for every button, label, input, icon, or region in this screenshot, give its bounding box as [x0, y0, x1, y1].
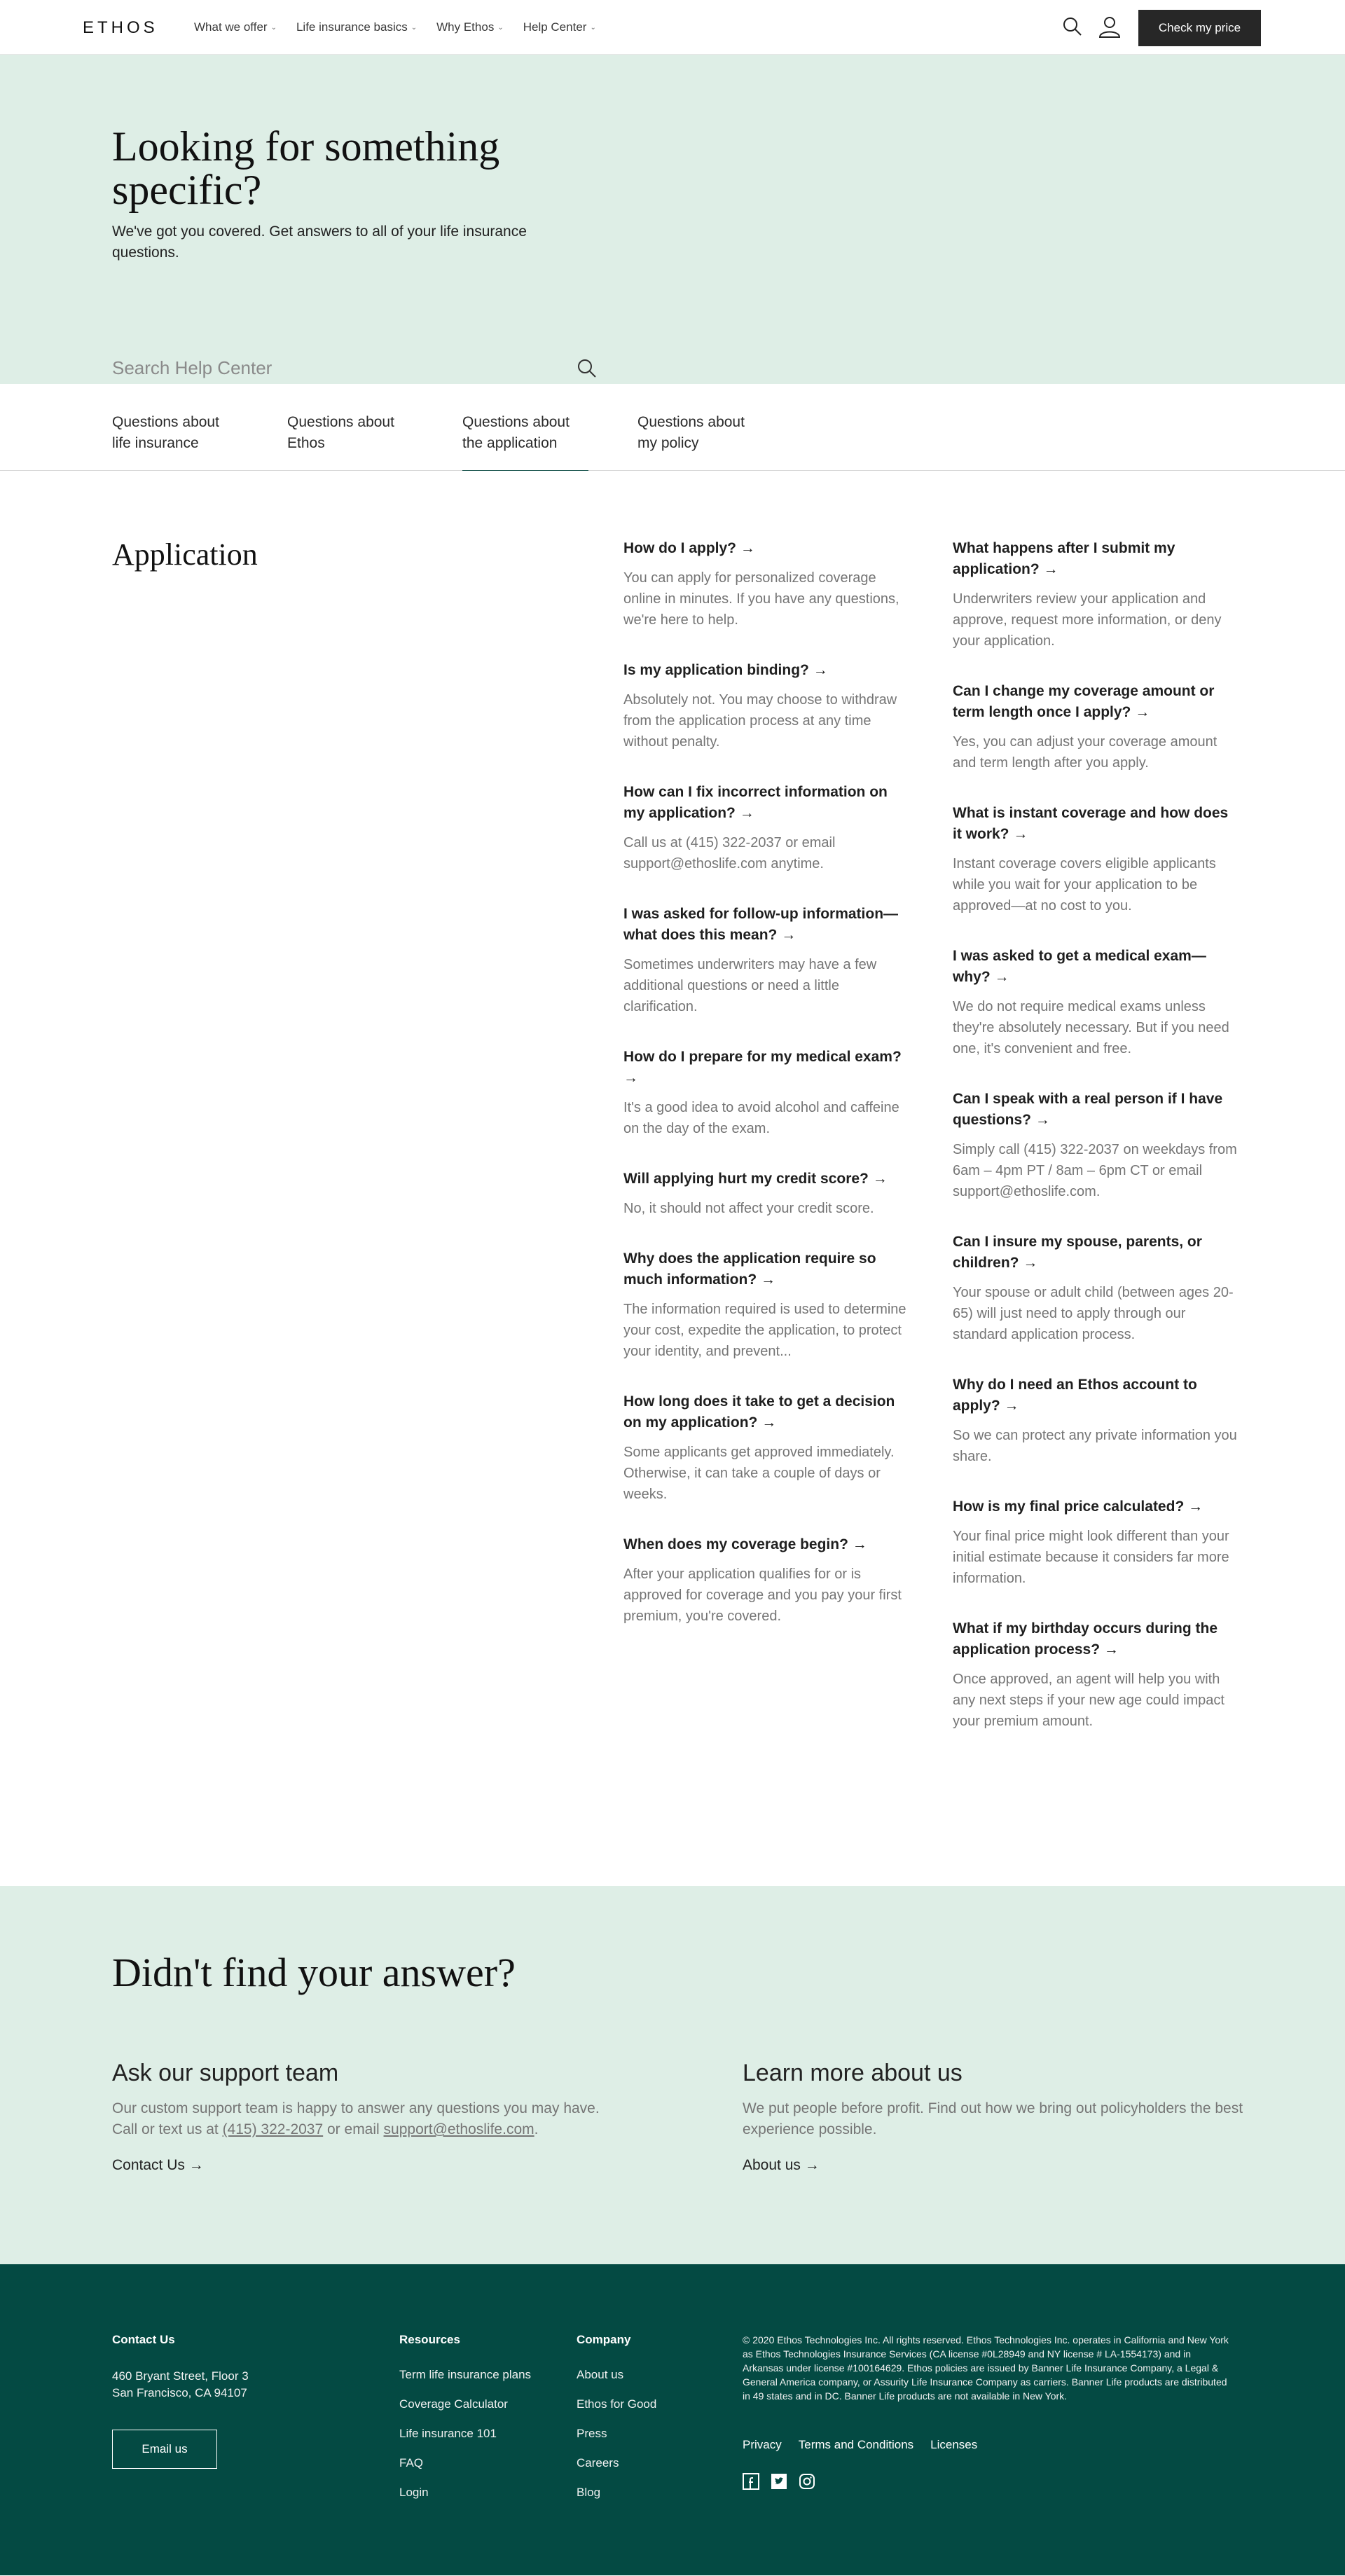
- faq-column-left: [623, 538, 911, 1656]
- menu-help-center[interactable]: [523, 20, 596, 34]
- arrow-right-icon: →: [735, 805, 754, 821]
- faq-question-link[interactable]: [623, 1047, 911, 1089]
- contact-us-link[interactable]: Contact Us →: [112, 2157, 204, 2173]
- faq-question: What if my birthday occurs during the application process?: [953, 1620, 1218, 1658]
- faq-question: When does my coverage begin?: [623, 1536, 848, 1552]
- faq-item: [623, 1169, 911, 1219]
- faq-question-link[interactable]: [623, 1534, 911, 1555]
- faq-item: [623, 538, 911, 631]
- faq-answer: Call us at (415) 322-2037 or email support@ethoslife.com anytime.: [623, 835, 836, 872]
- faq-answer: No, it should not affect your credit score.: [623, 1201, 874, 1216]
- faq-item: [953, 1496, 1240, 1589]
- menu-label: Help Center: [523, 20, 587, 34]
- privacy-link[interactable]: Privacy: [743, 2438, 782, 2451]
- faq-question-link[interactable]: [953, 1496, 1240, 1517]
- menu-life-insurance-basics[interactable]: [296, 20, 417, 34]
- chevron-down-icon: ⌄: [590, 23, 596, 32]
- chevron-down-icon: ⌄: [411, 23, 418, 32]
- footer-heading: Resources: [399, 2333, 460, 2346]
- twitter-icon[interactable]: [771, 2473, 787, 2490]
- hero: [0, 55, 1345, 384]
- tab-label: Ethos: [287, 435, 325, 451]
- faq-item: [953, 1089, 1240, 1202]
- about-heading: Learn more about us: [743, 2060, 963, 2086]
- faq-answer: Some applicants get approved immediately. Otherwise, it can take a couple of days or weeks.: [623, 1445, 895, 1502]
- faq-question: How is my final price calculated?: [953, 1499, 1185, 1515]
- faq-question-link[interactable]: [953, 538, 1240, 580]
- faq-question: What is instant coverage and how does it work?: [953, 805, 1229, 842]
- footer-link[interactable]: Term life insurance plans: [399, 2368, 532, 2381]
- page-title: Looking for something specific?: [112, 123, 500, 213]
- faq-item: [623, 1391, 911, 1505]
- chevron-down-icon: ⌄: [497, 23, 504, 32]
- arrow-right-icon: →: [757, 1414, 777, 1431]
- faq-answer: Sometimes underwriters may have a few additional questions or need a little clarification.: [623, 957, 877, 1014]
- faq-question: Can I insure my spouse, parents, or children?: [953, 1234, 1202, 1271]
- arrow-right-icon: →: [1131, 704, 1150, 720]
- faq-answer: We do not require medical exams unless they're absolutely necessary. But if you need one, it's convenient and free.: [953, 999, 1229, 1056]
- instagram-icon[interactable]: [799, 2473, 815, 2490]
- faq-answer: Your spouse or adult child (between ages 20-65) will just need to apply through our standard application process.: [953, 1285, 1234, 1342]
- address-line: San Francisco, CA 94107: [112, 2386, 247, 2399]
- didnt-find-answer: [0, 1886, 1345, 2264]
- faq-question-link[interactable]: [623, 904, 911, 946]
- faq-question-link[interactable]: [623, 538, 911, 559]
- phone-link[interactable]: (415) 322-2037: [222, 2121, 324, 2137]
- arrow-right-icon: →: [848, 1536, 867, 1552]
- faq-answer: Your final price might look different than your initial estimate because it considers far more information.: [953, 1529, 1229, 1586]
- tab-label: the application: [462, 435, 558, 451]
- faq-answer: Instant coverage covers eligible applicants while you wait for your application to be approved—at no cost to you.: [953, 856, 1216, 914]
- tab-label: Questions about: [287, 414, 394, 430]
- arrow-right-icon: →: [1031, 1112, 1050, 1128]
- faq-question: Why do I need an Ethos account to apply?: [953, 1377, 1197, 1414]
- footer-heading: Contact Us: [112, 2333, 175, 2346]
- faq-question: Will applying hurt my credit score?: [623, 1171, 869, 1187]
- menu-label: Life insurance basics: [296, 20, 408, 34]
- address-line: 460 Bryant Street, Floor 3: [112, 2369, 249, 2383]
- faq-item: [623, 904, 911, 1017]
- top-nav: [0, 0, 1345, 55]
- section-heading: Application: [112, 537, 258, 572]
- category-tabs: [0, 384, 1345, 471]
- footer-contact: [112, 2333, 249, 2469]
- faq-question-link[interactable]: [953, 803, 1240, 845]
- faq-answer: So we can protect any private information you share.: [953, 1428, 1237, 1464]
- support-text-part: or email: [323, 2121, 384, 2137]
- facebook-icon[interactable]: [743, 2473, 759, 2490]
- about-us-link[interactable]: About us →: [743, 2157, 820, 2173]
- arrow-right-icon: →: [868, 1171, 888, 1187]
- arrow-right-icon: →: [1019, 1255, 1038, 1271]
- faq-answer: Simply call (415) 322-2037 on weekdays from 6am – 4pm PT / 8am – 6pm CT or email support@ethoslife.com.: [953, 1142, 1237, 1199]
- footer-link[interactable]: Login: [399, 2486, 429, 2499]
- legal-text: © 2020 Ethos Technologies Inc. All rights reserved. Ethos Technologies Inc. operates in California and New York as Ethos Technologies Insurance Services (CA license #0L28949 and NY license # LA-1554173) and in Arkansas under license #100164629. Ethos policies are issued by Banner Life Insurance Company, a Legal & General America company, or Assurity Life Insurance Company as carriers. Banner Life products are distributed in 49 states and in DC. Banner Life products are not available in New York.: [743, 2334, 1229, 2402]
- faq-item: [953, 1375, 1240, 1467]
- faq-item: [623, 782, 911, 874]
- faq-question: I was asked for follow-up information—what does this mean?: [623, 906, 899, 943]
- main-menu: [194, 20, 616, 34]
- faq-question-link[interactable]: [623, 1391, 911, 1433]
- terms-link[interactable]: Terms and Conditions: [798, 2438, 914, 2451]
- arrow-right-icon: →: [808, 662, 828, 678]
- support-block: [112, 2060, 602, 2174]
- ethos-logo[interactable]: ETHOS: [83, 18, 158, 37]
- faq-item: [953, 1618, 1240, 1732]
- support-text-part: Our custom support team is happy to answer any questions you may have. Call or text us at: [112, 2100, 600, 2137]
- footer: [0, 2264, 1345, 2575]
- footer-resources: [399, 2333, 531, 2515]
- tab-life-insurance[interactable]: [112, 412, 252, 454]
- faq-item: [623, 1047, 911, 1139]
- search-input[interactable]: [112, 357, 532, 379]
- footer-company: [577, 2333, 656, 2515]
- arrow-right-icon: →: [1039, 561, 1058, 577]
- faq-question: What happens after I submit my application?: [953, 540, 1175, 577]
- about-block: [743, 2060, 1247, 2174]
- faq-question: How can I fix incorrect information on my application?: [623, 784, 888, 821]
- faq-item: [953, 803, 1240, 916]
- arrow-right-icon: →: [757, 1272, 776, 1288]
- menu-label: Why Ethos: [436, 20, 495, 34]
- faq-item: [953, 1232, 1240, 1345]
- tab-label: Questions about: [112, 414, 219, 430]
- arrow-right-icon: →: [1100, 1641, 1119, 1658]
- menu-why-ethos[interactable]: [436, 20, 504, 34]
- faq-question: Why does the application require so much information?: [623, 1251, 876, 1288]
- faq-question-link[interactable]: [953, 1375, 1240, 1417]
- menu-label: What we offer: [194, 20, 268, 34]
- arrow-right-icon: →: [990, 969, 1009, 985]
- arrow-right-icon: →: [1184, 1499, 1203, 1515]
- footer-link[interactable]: Press: [577, 2427, 607, 2440]
- faq-question-link[interactable]: [953, 1618, 1240, 1660]
- footer-link[interactable]: About us: [577, 2368, 624, 2381]
- faq-answer: Yes, you can adjust your coverage amount and term length after you apply.: [953, 734, 1218, 771]
- faq-question-link[interactable]: [953, 1232, 1240, 1274]
- arrow-right-icon: →: [1000, 1398, 1019, 1414]
- faq-item: [953, 538, 1240, 652]
- arrow-right-icon: →: [736, 540, 755, 556]
- support-text: [112, 2098, 602, 2140]
- faq-question: I was asked to get a medical exam—why?: [953, 948, 1206, 985]
- social-links: [743, 2473, 815, 2490]
- tab-ethos[interactable]: [287, 412, 427, 454]
- help-title: Didn't find your answer?: [112, 1950, 516, 1995]
- faq-item: [953, 681, 1240, 773]
- tab-my-policy[interactable]: [637, 412, 778, 454]
- faq-section: [0, 471, 1345, 1886]
- about-text: We put people before profit. Find out how we bring out policyholders the best experience possible.: [743, 2100, 1243, 2137]
- footer-link[interactable]: Coverage Calculator: [399, 2397, 508, 2411]
- footer-link[interactable]: Blog: [577, 2486, 601, 2499]
- tab-application[interactable]: [462, 412, 588, 472]
- tab-label: life insurance: [112, 435, 199, 451]
- faq-question-link[interactable]: [623, 1169, 911, 1190]
- tab-label: Questions about: [462, 414, 570, 430]
- tab-label: my policy: [637, 435, 699, 451]
- faq-question-link[interactable]: [953, 1089, 1240, 1131]
- faq-answer: You can apply for personalized coverage online in minutes. If you have any questions, we're here to help.: [623, 570, 899, 628]
- email-us-button[interactable]: Email us: [112, 2430, 217, 2469]
- faq-question-link[interactable]: [623, 782, 911, 824]
- support-text-part: .: [534, 2121, 539, 2137]
- faq-question: Can I speak with a real person if I have questions?: [953, 1091, 1223, 1128]
- search-icon[interactable]: [1061, 15, 1084, 38]
- faq-question: Is my application binding?: [623, 662, 809, 678]
- chevron-down-icon: ⌄: [270, 23, 277, 32]
- faq-item: [623, 1248, 911, 1362]
- footer-link[interactable]: FAQ: [399, 2456, 424, 2470]
- help-search: [112, 347, 602, 390]
- menu-what-we-offer[interactable]: [194, 20, 277, 34]
- arrow-right-icon: →: [623, 1070, 638, 1086]
- footer-link[interactable]: Life insurance 101: [399, 2427, 497, 2440]
- faq-item: [953, 946, 1240, 1059]
- arrow-right-icon: →: [1009, 826, 1028, 842]
- footer-link[interactable]: Careers: [577, 2456, 619, 2470]
- faq-item: [623, 1534, 911, 1627]
- faq-question: Can I change my coverage amount or term length once I apply?: [953, 683, 1215, 720]
- faq-question-link[interactable]: [623, 660, 911, 681]
- account-icon[interactable]: [1098, 15, 1122, 39]
- search-icon[interactable]: [576, 357, 598, 380]
- footer-link[interactable]: Ethos for Good: [577, 2397, 657, 2411]
- faq-answer: After your application qualifies for or is approved for coverage and you pay your first premium, you're covered.: [623, 1566, 902, 1624]
- faq-answer: The information required is used to determine your cost, expedite the application, to protect your identity, and prevent...: [623, 1302, 906, 1359]
- faq-answer: Absolutely not. You may choose to withdraw from the application process at any time without penalty.: [623, 692, 897, 750]
- faq-question-link[interactable]: [953, 946, 1240, 988]
- faq-answer: It's a good idea to avoid alcohol and caffeine on the day of the exam.: [623, 1100, 899, 1136]
- faq-question-link[interactable]: [953, 681, 1240, 723]
- faq-question-link[interactable]: [623, 1248, 911, 1290]
- faq-item: [623, 660, 911, 752]
- arrow-right-icon: →: [777, 927, 796, 943]
- support-heading: Ask our support team: [112, 2060, 339, 2086]
- email-link[interactable]: support@ethoslife.com: [383, 2121, 534, 2137]
- hero-subtitle: We've got you covered. Get answers to all of your life insurance questions.: [112, 223, 527, 261]
- faq-answer: Underwriters review your application and approve, request more information, or deny your application.: [953, 591, 1222, 649]
- licenses-link[interactable]: Licenses: [930, 2438, 978, 2451]
- legal-links: [743, 2438, 977, 2452]
- check-my-price-button[interactable]: Check my price: [1138, 10, 1261, 46]
- faq-column-right: [953, 538, 1240, 1761]
- faq-question: How do I prepare for my medical exam?: [623, 1049, 902, 1065]
- faq-question: How long does it take to get a decision on my application?: [623, 1393, 895, 1431]
- tab-label: Questions about: [637, 414, 745, 430]
- footer-heading: Company: [577, 2333, 631, 2346]
- faq-question: How do I apply?: [623, 540, 736, 556]
- faq-answer: Once approved, an agent will help you with any next steps if your new age could impact your premium amount.: [953, 1672, 1225, 1729]
